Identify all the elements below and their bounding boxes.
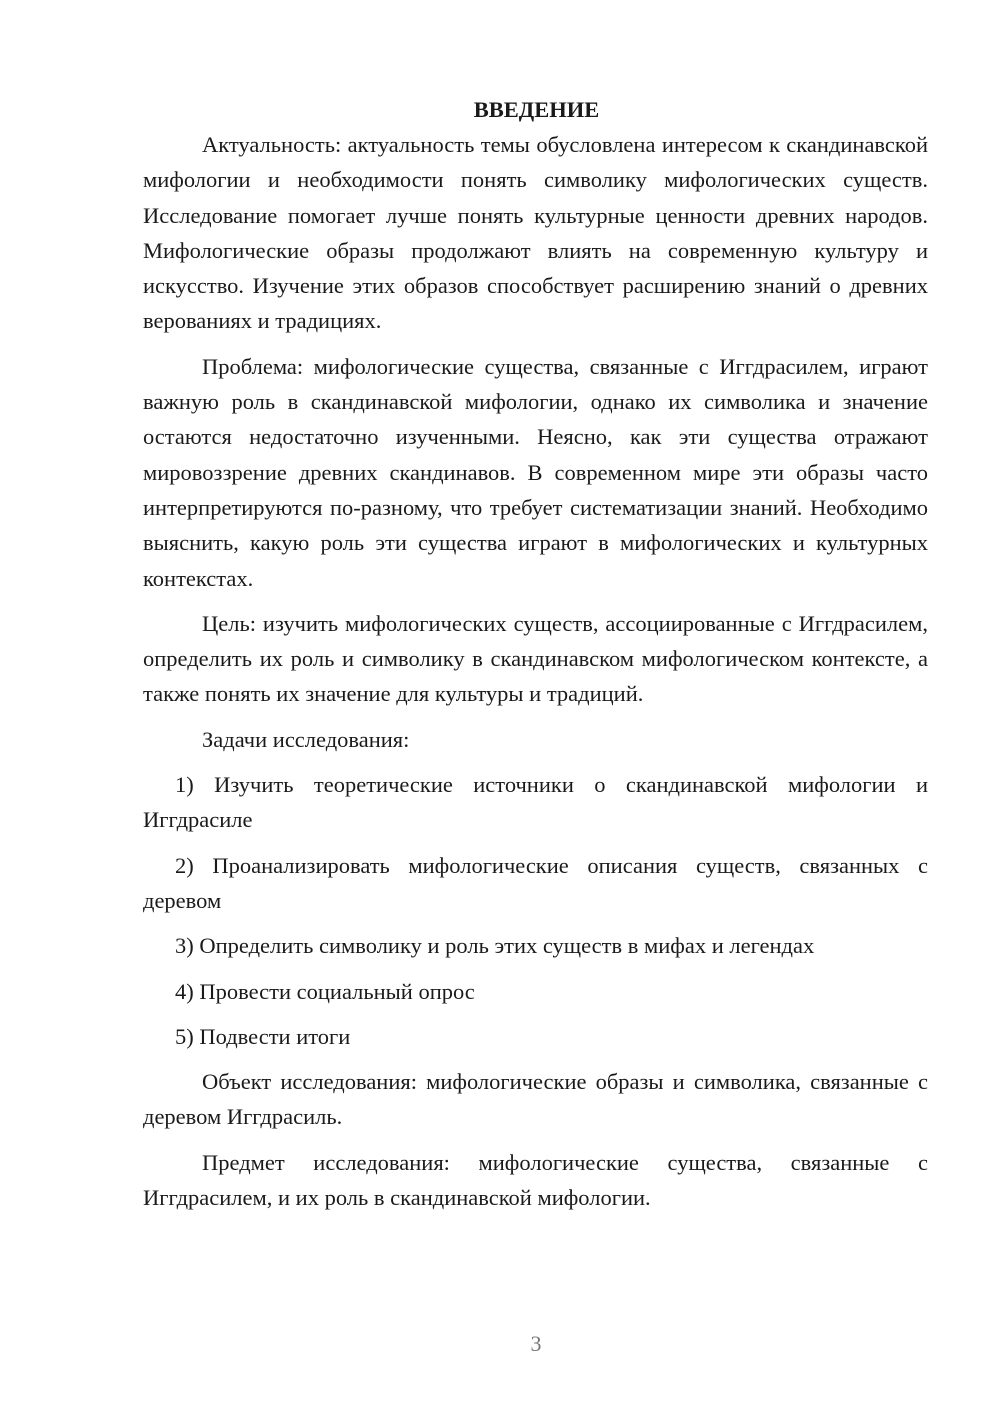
task-item: 5) Подвести итоги: [175, 1023, 351, 1049]
page-number: 3: [530, 1331, 542, 1356]
object-paragraph: Объект исследования: мифологические образы и символика, связанные с деревом Иггдрасиль.: [143, 1069, 928, 1130]
problem-paragraph: Проблема: мифологические существа, связанные с Иггдрасилем, играют важную роль в скандинавской мифологии, однако их символика и значение остаются недостаточно изученными. Неясно, как эти существа отражают мировоззрение древних скандинавов. В современном мире эти образы часто интерпретируются по-разному, что требует систематизации знаний. Необходимо выяснить, какую роль эти существа играют в мифологических и культурных контекстах.: [143, 353, 928, 591]
goal-paragraph: Цель: изучить мифологических существ, ассоциированные с Иггдрасилем, определить их роль и символику в скандинавском мифологическом контексте, а также понять их значение для культуры и традиций.: [143, 610, 928, 707]
section-title: ВВЕДЕНИЕ: [473, 97, 600, 122]
document-page: [143, 92, 928, 1225]
subject-paragraph: Предмет исследования: мифологические существа, связанные с Иггдрасилем, и их роль в скандинавской мифологии.: [143, 1149, 928, 1211]
task-item: 4) Провести социальный опрос: [175, 978, 475, 1004]
task-item: 1) Изучить теоретические источники о скандинавской мифологии и Иггдрасиле: [143, 772, 928, 833]
task-item: 3) Определить символику и роль этих существ в мифах и легендах: [175, 933, 815, 959]
tasks-heading: Задачи исследования:: [202, 726, 410, 752]
relevance-paragraph: Актуальность: актуальность темы обусловлена интересом к скандинавской мифологии и необходимости понять символику мифологических существ. Исследование помогает лучше понять культурные ценности древних народов. Мифологические образы продолжают влиять на современную культуру и искусство. Изучение этих образов способствует расширению знаний о древних верованиях и традициях.: [143, 132, 928, 334]
task-item: 2) Проанализировать мифологические описания существ, связанных с деревом: [143, 852, 928, 913]
